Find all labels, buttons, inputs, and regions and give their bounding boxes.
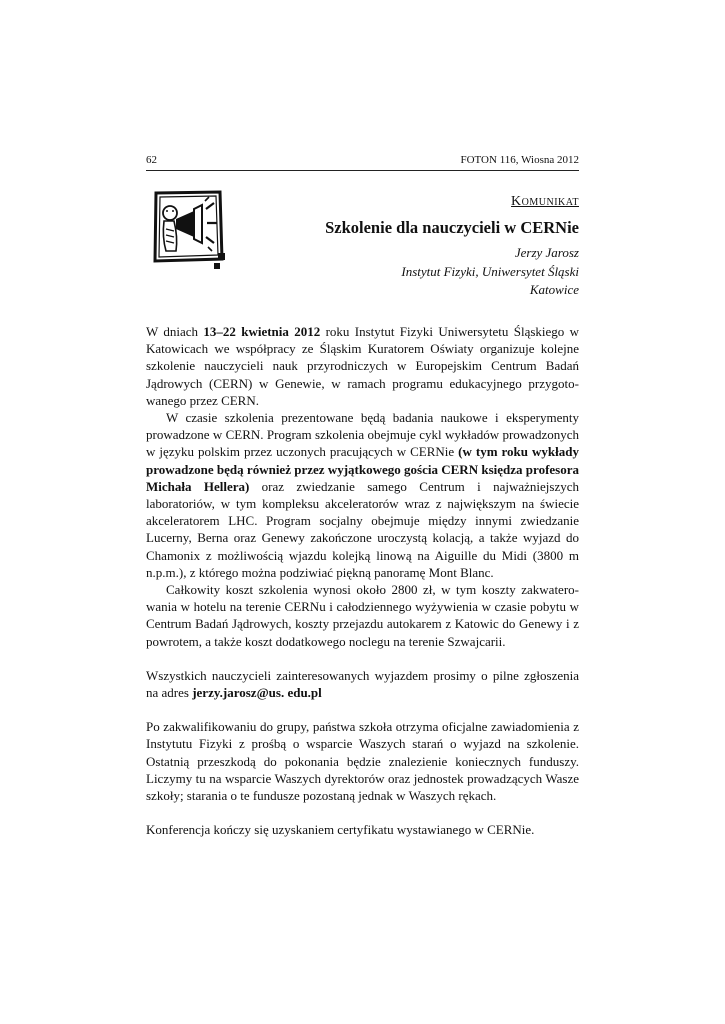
paragraph-text: W dniach [146, 324, 204, 339]
training-dates: 13–22 kwietnia 2012 [203, 324, 321, 339]
paragraph-text: Wszystkich nauczycieli zainteresowanych wyjazdem prosimy o pilne zgłoszenia na adres [146, 667, 579, 701]
author-affiliation: Instytut Fizyki, Uniwersytet Śląski [401, 264, 579, 279]
paragraph-text: roku Instytut Fizyki Uniwersytetu Śląskiego w Katowicach we współpracy ze Śląskim Kuratorem Oświaty organizuje kolejne szkolenie nauczycieli nauk przyrodniczych w Europejskim Centrum Badań Jądrowych (CERN) w Genewie, w ramach programu edukacyjnego przygotowanego przez CERN. [146, 324, 580, 408]
section-label: Komunikat [511, 194, 579, 209]
paragraph-text: oraz zwiedzanie samego Centrum i najważniejszych laboratoriów, w tym kompleksu akceleratorów wraz z największym na świecie akceleratorem LHC. Program socjalny obejmuje między innymi zwiedzanie Lucerny, Berna oraz Genewy zakończone uroczystą kolacją, a także wyjazd do Chamonix z możliwością wjazdu kolejką linową na Aiguille du Midi (3800 m n.p.m.), z którego można podziwiać piękną panoramę Mont Blanc. [146, 478, 579, 580]
page-number: 62 [146, 154, 157, 166]
guest-lecturer-note: (w tym roku wykłady prowadzone będą również przez wyjątkowego gościa CERN księdza profesora Michała Hellera) [146, 444, 579, 494]
paragraph-cost: Całkowity koszt szkolenia wynosi około 2800 zł, w tym koszty zakwaterowania w hotelu na terenie CERNu i całodziennego wyżywienia w czasie pobytu w Centrum Badań Jądrowych, koszty przejazdu autokarem z Katowic do Genewy i z powrotem, a także koszt dodatkowego noclegu na terenie Szwajcarii. [146, 582, 579, 649]
paragraph-program [146, 409, 579, 581]
paragraph-text: W czasie szkolenia prezentowane będą badania naukowe i eksperymenty prowadzone w CERN. Program szkolenia obejmuje cykl wykładów prowadzonych w języku polskim przez uczonych pracujących w CERNie [146, 410, 579, 460]
author-city: Katowice [529, 282, 579, 297]
megaphone-announcement-icon [150, 189, 232, 271]
running-head: FOTON 116, Wiosna 2012 [460, 154, 579, 166]
article-body [146, 323, 579, 838]
contact-email[interactable]: jerzy.jarosz@us. edu.pl [192, 685, 322, 701]
article-author: Jerzy Jarosz [514, 245, 579, 260]
paragraph-registration [146, 667, 579, 701]
article-title: Szkolenie dla nauczycieli w CERNie [325, 218, 579, 237]
paragraph-certificate: Konferencja kończy się uzyskaniem certyfikatu wystawianego w CERNie. [146, 822, 535, 838]
paragraph-funding: Po zakwalifikowaniu do grupy, państwa szkoła otrzyma oficjalne zawiadomienia z Instytutu Fizyki z prośbą o wsparcie Waszych starań o wyjazd na szkolenie. Ostatnią przeszkodą do pokonania będzie znalezienie koniecznych funduszy. Liczymy tu na wsparcie Waszych dyrektorów oraz jednostek prowadzących Wasze szkoły; starania o te fundusze pozostaną jednak w Waszych rękach. [146, 719, 579, 804]
paragraph-dates [146, 323, 579, 409]
page-header [146, 154, 579, 171]
